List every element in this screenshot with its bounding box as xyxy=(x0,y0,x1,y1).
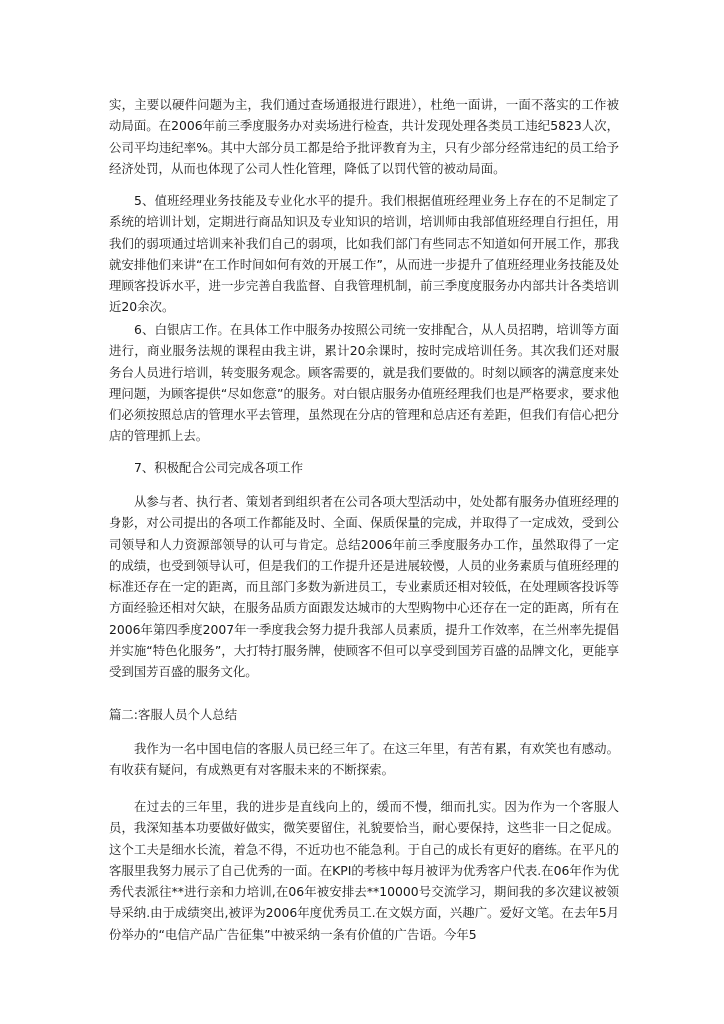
paragraph-item-7-title: 7、积极配合公司完成各项工作 xyxy=(134,460,303,475)
paragraph-item-5-training: 5、值班经理业务技能及专业化水平的提升。我们根据值班经理业务上存在的不足制定了系统的培训计划，定期进行商品知识及专业知识的培训，培训师由我部值班经理自行担任，用我们的弱项通过培训来补我们自己的弱项，比如我们部门有些同志不知道如何开展工作，那我就安排他们来讲“在工作时间如何有效的开展工作”，从而进一步提升了值班经理业务技能及处理顾客投诉水平，进一步完善自我监督、自我管理机制，前三季度度服务办内部共计各类培训近20余次。 xyxy=(109,193,619,315)
paragraph-past-three-years: 在过去的三年里，我的进步是直线向上的，缓而不慢，细而扎实。因为作为一个客服人员，我深知基本功要做好做实，微笑要留住，礼貌要恰当，耐心要保持，这些非一日之促成。这个工夫是细水长流，着急不得，不近功也不能急利。于自己的成长有更好的磨练。在平凡的客服里我努力展示了自己优秀的一面。在KPI的考核中每月被评为优秀客户代表.在06年作为优秀代表派往**进行亲和力培训,在06年被安排去**10000号交流学习，期间我的多次建议被领导采纳.由于成绩突出,被评为2006年度优秀员工.在文娱方面，兴趣广。爱好文笔。在去年5月份举办的“电信产品广告征集”中被采纳一条有价值的广告语。今年5 xyxy=(109,799,619,942)
paragraph-violation-summary: 实，主要以硬件问题为主，我们通过查场通报进行跟进），杜绝一面讲，一面不落实的工作被动局面。在2006年前三季度服务办对卖场进行检查，共计发现处理各类员工违纪5823人次，公司平均违纪率%。其中大部分员工都是给予批评教育为主，只有少部分经常违纪的员工给予经济处罚，从而也体现了公司人性化管理，降低了以罚代管的被动局面。 xyxy=(109,97,619,176)
paragraph-item-6-baiyin-store: 6、白银店工作。在具体工作中服务办按照公司统一安排配合，从人员招聘，培训等方面进行，商业服务法规的课程由我主讲，累计20余课时，按时完成培训任务。其次我们还对服务台人员进行培训，转变服务观念。顾客需要的，就是我们要做的。时刻以顾客的满意度来处理问题，为顾客提供“尽如您意”的服务。对白银店服务办值班经理我们也是严格要求，要求他们必须按照总店的管理水平去管理，虽然现在分店的管理和总店还有差距，但我们有信心把分店的管理抓上去。 xyxy=(109,322,619,444)
paragraph-item-7-body: 从参与者、执行者、策划者到组织者在公司各项大型活动中，处处都有服务办值班经理的身影，对公司提出的各项工作都能及时、全面、保质保量的完成，并取得了一定成效，受到公司领导和人力资源部领导的认可与肯定。总结2006年前三季度服务办工作，虽然取得了一定的成绩，也受到领导认可，但是我们的工作提升还是进展较慢，人员的业务素质与值班经理的标准还存在一定的距离，而且部门多数为新进员工，专业素质还相对较低，在处理顾客投诉等方面经验还相对欠缺，在服务品质方面跟发达城市的大型购物中心还存在一定的距离，所有在2006年第四季度2007年一季度我会努力提升我部人员素质，提升工作效率，在兰州率先提倡并实施“特色化服务”，大打特打服务牌，使顾客不但可以享受到国芳百盛的品牌文化，更能享受到国芳百盛的服务文化。 xyxy=(109,494,619,680)
paragraph-intro-customer-service: 我作为一名中国电信的客服人员已经三年了。在这三年里，有苦有累，有欢笑也有感动。有收获有疑问，有成熟更有对客服未来的不断探索。 xyxy=(109,741,619,778)
section-heading-part-two: 篇二:客服人员个人总结 xyxy=(109,707,238,722)
